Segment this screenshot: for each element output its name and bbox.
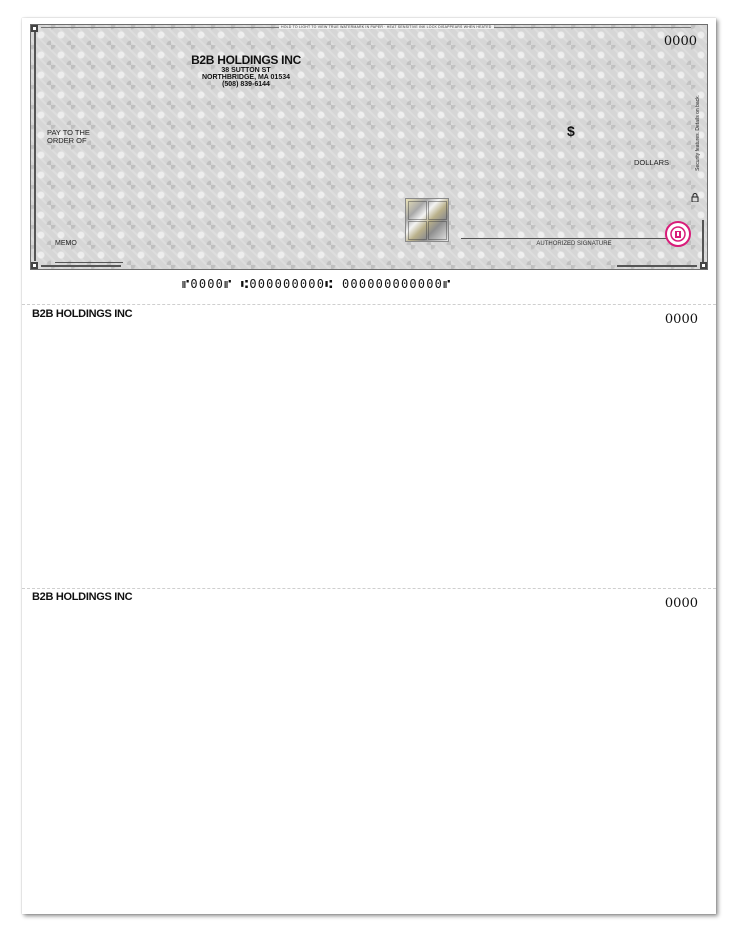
- perforation-line: [22, 304, 716, 305]
- company-name: B2B HOLDINGS INC: [191, 53, 301, 67]
- signature-label: AUTHORIZED SIGNATURE: [536, 241, 612, 247]
- micr-line: ⑈0000⑈ ⑆000000000⑆ 000000000000⑈: [182, 277, 452, 291]
- frame-left-rule: [34, 31, 36, 261]
- signature-line: [461, 238, 687, 239]
- perforation-line: [22, 588, 716, 589]
- stub-company-name: B2B HOLDINGS INC: [32, 591, 133, 603]
- company-address-line2: NORTHBRIDGE, MA 01534: [201, 74, 291, 81]
- corner-mark-top-left: [31, 25, 38, 32]
- frame-bottom-rule-left: [41, 265, 121, 267]
- corner-mark-bottom-left: [31, 262, 38, 269]
- security-features-note: Security features. Details on back.: [695, 95, 701, 171]
- hologram-cell: [428, 221, 447, 240]
- padlock-icon: [691, 193, 699, 202]
- dollars-label: DOLLARS: [634, 158, 670, 167]
- memo-line: [55, 262, 123, 263]
- check-sheet: [22, 18, 716, 914]
- hologram-cell: [408, 221, 427, 240]
- stub-check-number: 0000: [664, 312, 698, 327]
- hologram-cell: [408, 201, 427, 220]
- check-face: [30, 24, 708, 270]
- hologram-cell: [428, 201, 447, 220]
- dollar-sign: $: [567, 123, 575, 139]
- security-logo-icon: [665, 221, 691, 247]
- frame-bottom-rule-right: [617, 265, 697, 267]
- pay-to-label-line2: ORDER OF: [47, 136, 87, 145]
- stub-check-number: 0000: [664, 596, 698, 611]
- stub-company-name: B2B HOLDINGS INC: [32, 308, 133, 320]
- company-phone: (508) 839-6144: [222, 81, 270, 88]
- company-block: [181, 53, 311, 88]
- pay-to-label-line1: PAY TO THE: [47, 128, 90, 137]
- pay-to-label: [47, 129, 90, 145]
- check-number: 0000: [663, 34, 697, 49]
- security-microprint: HOLD TO LIGHT TO VIEW TRUE WATERMARK IN PAPER · HEAT SENSITIVE INK LOCK DISAPPEARS WHEN HEATED: [281, 25, 492, 29]
- corner-mark-bottom-right: [700, 262, 707, 269]
- frame-right-rule: [702, 220, 704, 262]
- company-address-line1: 38 SUTTON ST: [221, 67, 271, 74]
- hologram-seal: [405, 198, 449, 242]
- memo-label: MEMO: [55, 240, 77, 247]
